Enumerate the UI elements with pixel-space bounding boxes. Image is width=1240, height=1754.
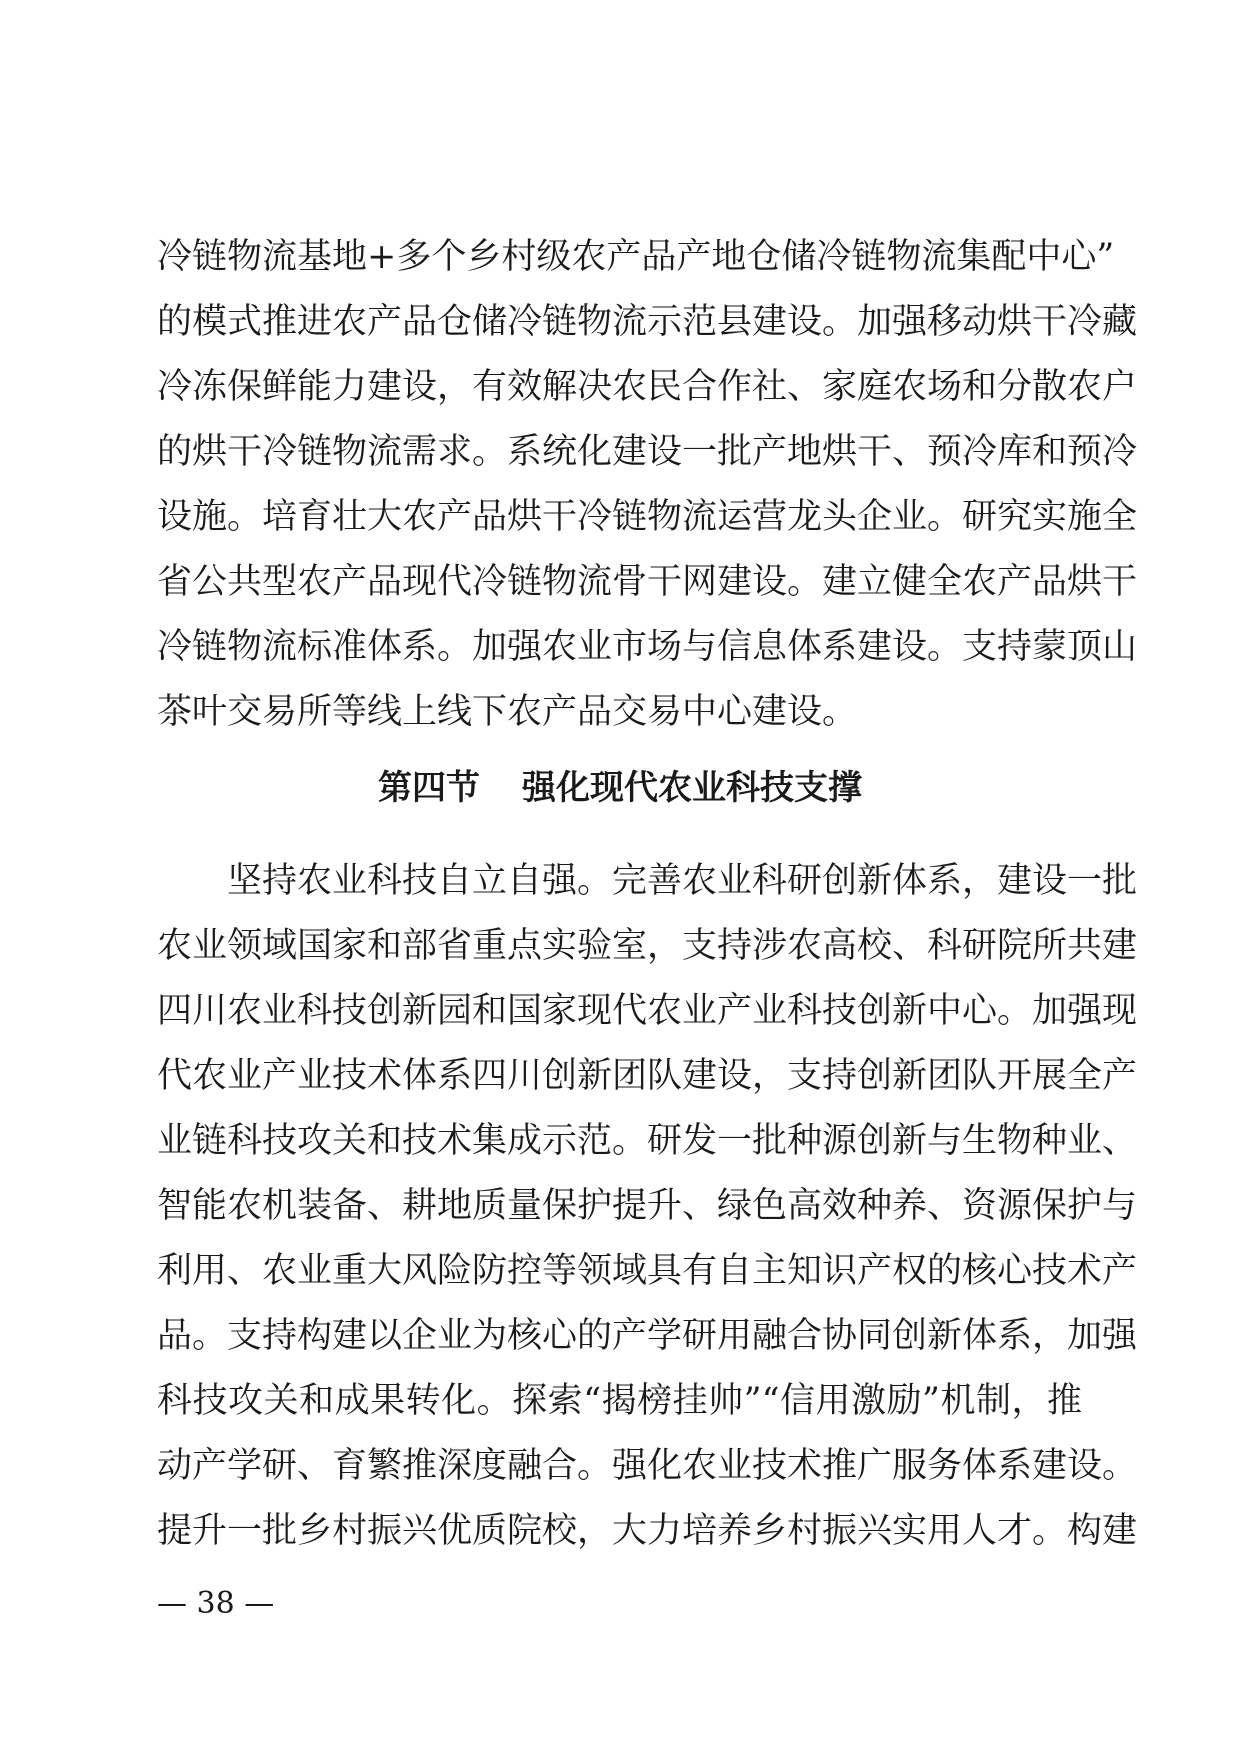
paragraph-line: 茶叶交易所等线上线下农产品交易中心建设。 [157,692,858,732]
section-title: 强化现代农业科技支撑 [522,768,862,808]
paragraph-line: 的模式推进农产品仓储冷链物流示范县建设。加强移动烘干冷藏 [157,302,1138,342]
paragraph-line: 农业领域国家和部省重点实验室，支持涉农高校、科研院所共建 [157,926,1138,966]
paragraph-line: 动产学研、育繁推深度融合。强化农业技术推广服务体系建设。 [157,1446,1138,1486]
paragraph-line: 冷链物流基地+多个乡村级农产品产地仓储冷链物流集配中心” [157,237,1115,277]
section-number: 第四节 [378,768,480,808]
paragraph-line: 科技攻关和成果转化。探索“揭榜挂帅”“信用激励”机制，推 [157,1381,1082,1421]
paragraph-line: 设施。培育壮大农产品烘干冷链物流运营龙头企业。研究实施全 [157,497,1138,537]
paragraph-line: 智能农机装备、耕地质量保护提升、绿色高效种养、资源保护与 [157,1186,1138,1226]
paragraph-line: 品。支持构建以企业为核心的产学研用融合协同创新体系，加强 [157,1316,1138,1356]
paragraph-line: 四川农业科技创新园和国家现代农业产业科技创新中心。加强现 [157,991,1138,1031]
paragraph-line: 利用、农业重大风险防控等领域具有自主知识产权的核心技术产 [157,1251,1138,1291]
paragraph-line: 坚持农业科技自立自强。完善农业科研创新体系，建设一批 [157,861,1138,901]
paragraph-line: 提升一批乡村振兴优质院校，大力培养乡村振兴实用人才。构建 [157,1511,1138,1551]
paragraph-line: 的烘干冷链物流需求。系统化建设一批产地烘干、预冷库和预冷 [157,432,1138,472]
paragraph-agri-tech [157,849,1138,1564]
paragraph-line: 冷链物流标准体系。加强农业市场与信息体系建设。支持蒙顶山 [157,627,1138,667]
paragraph-cold-chain [157,225,1138,745]
paragraph-line: 业链科技攻关和技术集成示范。研发一批种源创新与生物种业、 [157,1121,1138,1161]
paragraph-line: 省公共型农产品现代冷链物流骨干网建设。建立健全农产品烘干 [157,562,1138,602]
section-heading [0,758,1240,818]
page-number: — 38 — [157,1586,275,1621]
paragraph-line: 代农业产业技术体系四川创新团队建设，支持创新团队开展全产 [157,1056,1138,1096]
paragraph-line: 冷冻保鲜能力建设，有效解决农民合作社、家庭农场和分散农户 [157,367,1138,407]
